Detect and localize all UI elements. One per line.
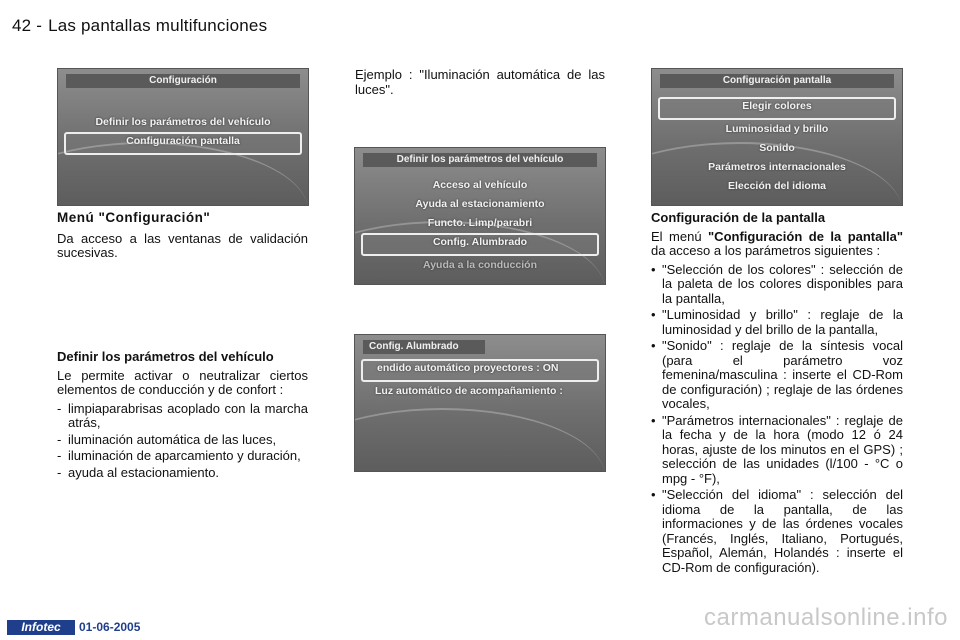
screen-title: Configuración: [66, 74, 300, 88]
configuracion-pantalla-intro: El menú "Configuración de la pantalla" da acceso a los parámetros siguientes :: [651, 228, 903, 258]
list-item: • "Luminosidad y brillo" : reglaje de la luminosidad y del brillo de la pantalla,: [651, 307, 903, 337]
definir-parametros-list: [57, 402, 308, 481]
footer-date: 01-06-2005: [79, 620, 141, 634]
list-item: • "Selección de los colores" : selección de la paleta de los colores disponibles para la pantalla,: [651, 261, 903, 306]
definir-parametros-heading: Definir los parámetros del vehículo: [57, 349, 274, 364]
screen-config-alumbrado: [354, 334, 606, 472]
screen-item: Ayuda al estacionamiento: [415, 198, 545, 210]
infotec-logo: Infotec: [7, 620, 75, 635]
list-item: • "Sonido" : reglaje de la síntesis vocal (para el parámetro voz femenina/masculina : inserte el CD-Rom de configuración) ; reglaje de las órdenes vocales,: [651, 338, 903, 411]
screen-item: Functo. Limp/parabri: [427, 217, 533, 229]
watermark: carmanualsonline.info: [704, 604, 948, 631]
column-left: [57, 211, 308, 265]
page-number: 42 -: [12, 16, 43, 35]
screen-item: Definir los parámetros del vehículo: [95, 116, 271, 128]
list-item: - iluminación automática de las luces,: [57, 431, 277, 447]
screen-item-selected: Configuración pantalla: [64, 132, 302, 155]
screen-item: Acceso al vehículo: [432, 179, 528, 191]
definir-parametros-intro: Le permite activar o neutralizar ciertos elementos de conducción y de confort :: [57, 367, 308, 397]
screen-item: Parámetros internacionales: [708, 161, 846, 173]
screen-item: Elección del idioma: [727, 180, 827, 192]
list-item: - iluminación de aparcamiento y duración,: [57, 448, 301, 463]
screen-title: Config. Alumbrado: [363, 340, 485, 354]
list-item: • "Selección del idioma" : selección del idioma de la pantalla, de las informaciones y de las órdenes vocales (Francés, Inglés, Italiano, Portugués, Español, Alemán, Holandés : inserte el CD-Rom de configuración).: [651, 487, 903, 575]
screen-item: Luminosidad y brillo: [725, 123, 829, 135]
example-text: Ejemplo : "Iluminación automática de las luces".: [355, 67, 605, 97]
screen-item: Luz automático de acompañamiento :: [375, 385, 563, 397]
configuracion-pantalla-list: [651, 263, 903, 576]
column-middle: [355, 68, 605, 101]
configuracion-pantalla-heading: Configuración de la pantalla: [651, 210, 826, 225]
screen-item-selected: endido automático proyectores : ON: [361, 359, 599, 382]
screen-item: Ayuda a la conducción: [423, 259, 537, 271]
screen-title: Definir los parámetros del vehículo: [363, 153, 597, 167]
column-left-definir: [57, 350, 308, 482]
page-title: Las pantallas multifunciones: [48, 16, 268, 35]
screen-definir-parametros: [354, 147, 606, 285]
page-header: [12, 16, 267, 36]
screen-item-selected: Config. Alumbrado: [361, 233, 599, 256]
menu-configuracion-text: Da acceso a las ventanas de validación sucesivas.: [57, 230, 308, 260]
list-item: - ayuda al estacionamiento.: [57, 464, 220, 480]
screen-item: Sonido: [759, 142, 795, 154]
screen-configuracion: [57, 68, 309, 206]
list-item: - limpiaparabrisas acoplado con la marcha atrás,: [57, 400, 308, 430]
screen-item-selected: Elegir colores: [658, 97, 896, 120]
screen-configuracion-pantalla: [651, 68, 903, 206]
list-item: • "Parámetros internacionales" : reglaje de la fecha y de la hora (modo 12 ó 24 horas, ajuste de los minutos en el GPS) ; selección de las unidades (l/100 - °C o mpg - °F),: [651, 412, 903, 486]
screen-title: Configuración pantalla: [660, 74, 894, 88]
column-right: [651, 211, 903, 577]
menu-configuracion-heading: Menú "Configuración": [57, 210, 211, 225]
